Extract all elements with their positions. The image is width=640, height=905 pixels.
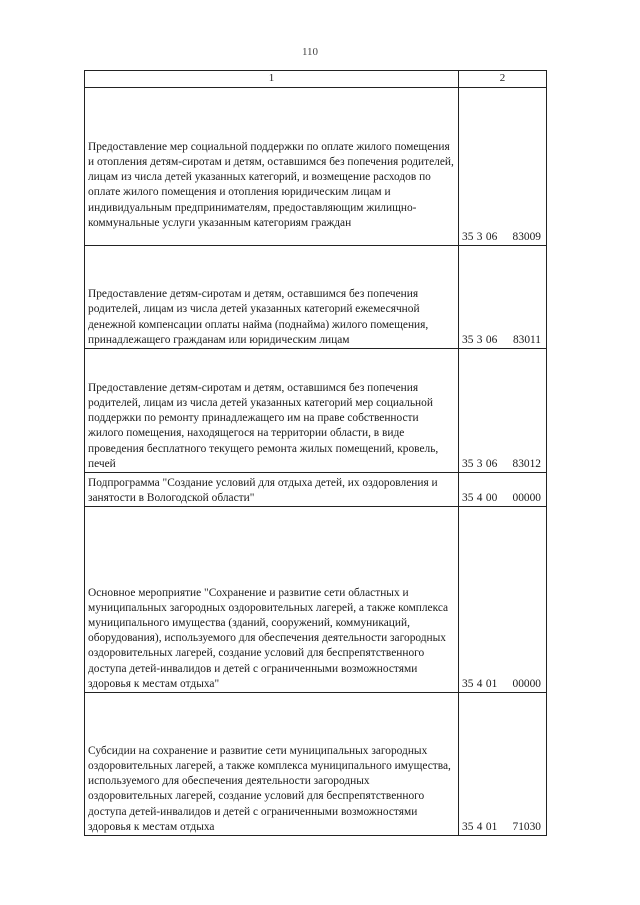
row-description-cell	[85, 246, 459, 349]
row-description-cell	[85, 473, 459, 507]
row-description: Предоставление детям-сиротам и детям, оставшимся без попечения родителей, лицам из числа детей указанных категорий ежемесячной денежной компенсации оплаты найма (поднайма) жилого помещения, принадлежащего гражданам или юридическим лицам	[88, 288, 429, 346]
row-description: Предоставление детям-сиротам и детям, оставшимся без попечения родителей, лицам из числа детей указанных категорий мер социальной поддержки по ремонту принадлежащего им на праве собственности жилого помещения, находящегося на территории области, в виде проведения бесплатного текущего ремонта жилых помещений, кровель, печей	[88, 381, 439, 470]
code-subprogram: 3	[476, 230, 483, 243]
row-description-cell	[85, 349, 459, 473]
code-subprogram: 4	[476, 677, 483, 690]
page-number: 110	[301, 46, 319, 58]
code-activity: 00	[485, 491, 498, 504]
row-description: Предоставление мер социальной поддержки по оплате жилого помещения и отопления детям-сиротам и детям, оставшимся без попечения родителей, лицам из числа детей указанных категорий, и возмещение расходов по оплате жилого помещения и отопления юридическим лицам и индивидуальным предпринимателям, предоставляющим жилищно-коммунальные услуги указанным категориям граждан	[88, 140, 454, 229]
row-code-cell	[459, 693, 547, 836]
row-code-cell	[459, 473, 547, 507]
code-direction: 00000	[512, 491, 541, 504]
code-program: 35	[462, 457, 474, 470]
row-description-cell	[85, 88, 459, 246]
code-program: 35	[462, 333, 474, 346]
column-header-2: 2	[459, 71, 547, 88]
row-description-cell	[85, 507, 459, 693]
row-description: Субсидии на сохранение и развитие сети муниципальных загородных оздоровительных лагерей, а также комплекса муниципального имущества, используемого для обеспечения деятельности загородных оздоровительных лагерей, создание условий для беспрепятственного доступа детей-инвалидов и детей с ограниченными возможностями здоровья к местам отдыха	[88, 744, 451, 833]
row-code-cell	[459, 349, 547, 473]
row-description: Основное мероприятие "Сохранение и развитие сети областных и муниципальных загородных оздоровительных лагерей, а также комплекса муниципального имущества (зданий, сооружений, коммуникаций, оборудования), используемого для обеспечения деятельности загородных оздоровительных лагерей, создание условий для беспрепятственного доступа детей-инвалидов и детей с ограниченными возможностями здоровья к местам отдыха"	[88, 586, 449, 690]
code-activity: 01	[485, 677, 498, 690]
code-program: 35	[462, 677, 474, 690]
code-subprogram: 3	[476, 457, 483, 470]
code-direction: 83012	[512, 457, 541, 470]
budget-code	[462, 230, 543, 245]
row-description-cell	[85, 693, 459, 836]
table-row	[85, 88, 547, 246]
table-row	[85, 507, 547, 693]
budget-table	[84, 70, 547, 836]
code-program: 35	[462, 491, 474, 504]
code-activity: 06	[485, 457, 498, 470]
row-code-cell	[459, 507, 547, 693]
code-subprogram: 4	[476, 491, 483, 504]
column-header-1: 1	[85, 71, 459, 88]
code-activity: 06	[485, 230, 498, 243]
budget-code	[462, 457, 543, 472]
code-direction: 83009	[512, 230, 541, 243]
row-code-cell	[459, 88, 547, 246]
budget-code	[462, 333, 543, 348]
code-direction: 83011	[512, 333, 541, 346]
budget-code	[462, 677, 543, 692]
table-header-row	[85, 71, 547, 88]
table-row	[85, 349, 547, 473]
code-subprogram: 3	[476, 333, 483, 346]
table-row	[85, 693, 547, 836]
row-code-cell	[459, 246, 547, 349]
code-direction: 00000	[512, 677, 541, 690]
code-activity: 01	[485, 820, 498, 833]
budget-code	[462, 491, 543, 506]
budget-code	[462, 820, 543, 835]
code-direction: 71030	[512, 820, 541, 833]
code-subprogram: 4	[476, 820, 483, 833]
code-program: 35	[462, 230, 474, 243]
row-description: Подпрограмма "Создание условий для отдыха детей, их оздоровления и занятости в Вологодской области"	[88, 476, 438, 504]
code-activity: 06	[485, 333, 498, 346]
table-row	[85, 473, 547, 507]
table-row	[85, 246, 547, 349]
code-program: 35	[462, 820, 474, 833]
